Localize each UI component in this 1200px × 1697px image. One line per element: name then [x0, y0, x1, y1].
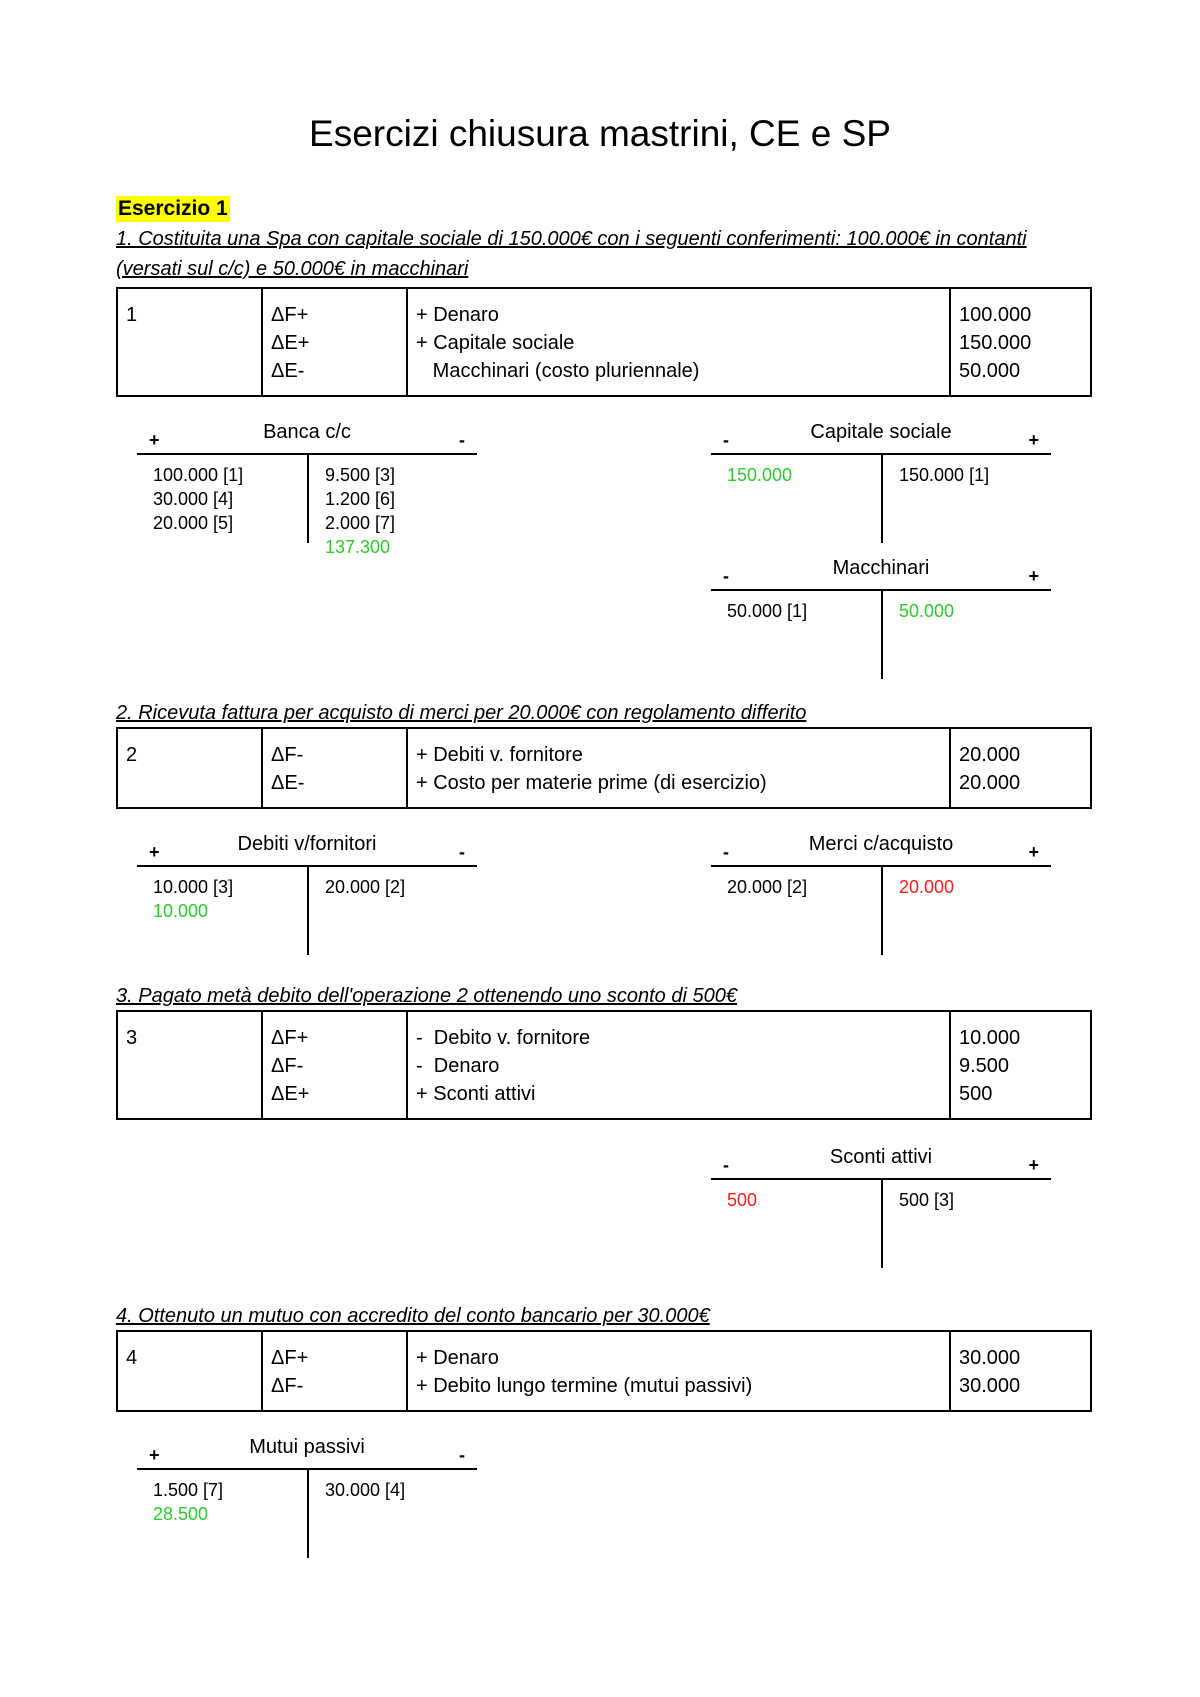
entry-amount: 100.000 — [959, 304, 1032, 326]
page-title: Esercizi chiusura mastrini, CE e SP — [309, 113, 891, 154]
t-account-name: Capitale sociale — [810, 421, 952, 443]
t-account-merci-acquisto — [711, 831, 1051, 1001]
entry-amount: 500 — [959, 1083, 993, 1105]
t-account-rule — [881, 865, 883, 955]
t-account-rule — [881, 589, 883, 679]
t-account-sign: + — [1028, 842, 1039, 862]
entry-delta: ΔF+ — [271, 304, 309, 326]
t-account-item: 10.000 [3] — [153, 877, 234, 897]
t-account-debiti-fornitori — [137, 831, 477, 1001]
entry-delta: ΔF- — [271, 1375, 304, 1397]
entry-account: + Denaro — [416, 304, 499, 326]
operation-text: 4. Ottenuto un mutuo con accredito del conto bancario per 30.000€ — [116, 1305, 710, 1327]
entry-number: 3 — [126, 1027, 138, 1049]
t-account-name: Macchinari — [832, 557, 930, 579]
t-account-item: 20.000 [5] — [153, 513, 234, 533]
t-account-balance: 50.000 — [899, 601, 955, 621]
t-account-sign: - — [723, 1155, 729, 1175]
t-account-item: 500 [3] — [899, 1190, 955, 1210]
t-account-item: 30.000 [4] — [153, 489, 234, 509]
t-account-balance: 150.000 — [727, 465, 793, 485]
t-account-balance: 10.000 — [153, 901, 209, 921]
t-account-item: 20.000 [2] — [727, 877, 808, 897]
journal-entry-table — [116, 287, 1092, 397]
entry-number: 2 — [126, 744, 138, 766]
t-account-sign: + — [1028, 430, 1039, 450]
entry-delta: ΔF- — [271, 1055, 304, 1077]
t-account-item: 30.000 [4] — [325, 1480, 406, 1500]
t-account-sign: - — [723, 842, 729, 862]
t-account-item: 50.000 [1] — [727, 601, 808, 621]
t-account-rule — [307, 453, 309, 543]
t-account-banca — [137, 419, 477, 589]
t-account-item: 2.000 [7] — [325, 513, 396, 533]
entry-amount: 20.000 — [959, 772, 1021, 794]
t-account-rule — [881, 1178, 883, 1268]
t-account-balance: 137.300 — [325, 537, 391, 557]
t-account-item: 1.500 [7] — [153, 1480, 224, 1500]
t-account-rule — [307, 865, 309, 955]
journal-entry-table — [116, 1330, 1092, 1412]
entry-account: - Denaro — [416, 1055, 500, 1077]
t-account-sign: - — [723, 430, 729, 450]
t-account-sconti-attivi — [711, 1144, 1051, 1314]
entry-amount: 9.500 — [959, 1055, 1010, 1077]
t-account-item: 20.000 [2] — [325, 877, 406, 897]
entry-account: + Capitale sociale — [416, 332, 575, 354]
t-account-sign: - — [723, 566, 729, 586]
t-account-sign: - — [459, 842, 465, 862]
entry-amount: 50.000 — [959, 360, 1021, 382]
t-account-sign: + — [1028, 1155, 1039, 1175]
journal-entry-table — [116, 727, 1092, 809]
entry-account: + Debito lungo termine (mutui passivi) — [416, 1375, 753, 1397]
entry-delta: ΔF- — [271, 744, 304, 766]
t-account-balance: 28.500 — [153, 1504, 209, 1524]
t-account-item: 1.200 [6] — [325, 489, 396, 509]
t-account-item: 150.000 [1] — [899, 465, 990, 485]
journal-entry-table — [116, 1010, 1092, 1120]
entry-amount: 30.000 — [959, 1375, 1021, 1397]
entry-number: 1 — [126, 304, 138, 326]
entry-delta: ΔF+ — [271, 1027, 309, 1049]
exercise-label: Esercizio 1 — [118, 197, 228, 220]
t-account-item: 9.500 [3] — [325, 465, 396, 485]
entry-delta: ΔE+ — [271, 1083, 310, 1105]
entry-amount: 150.000 — [959, 332, 1032, 354]
t-account-sign: - — [459, 430, 465, 450]
t-account-balance: 500 — [727, 1190, 758, 1210]
t-account-sign: - — [459, 1445, 465, 1465]
operation-text: 3. Pagato metà debito dell'operazione 2 ottenendo uno sconto di 500€ — [116, 985, 737, 1007]
t-account-name: Sconti attivi — [829, 1146, 933, 1168]
entry-amount: 20.000 — [959, 744, 1021, 766]
t-account-mutui-passivi — [137, 1434, 477, 1604]
entry-number: 4 — [126, 1347, 138, 1369]
t-account-sign: + — [149, 842, 160, 862]
operation-text: 2. Ricevuta fattura per acquisto di merci per 20.000€ con regolamento differito — [116, 702, 807, 724]
t-account-sign: + — [149, 1445, 160, 1465]
entry-account: + Debiti v. fornitore — [416, 744, 583, 766]
t-account-name: Debiti v/fornitori — [237, 833, 377, 855]
t-account-sign: + — [1028, 566, 1039, 586]
operation-text: 1. Costituita una Spa con capitale sociale di 150.000€ con i seguenti conferimenti: 100.000€ in contanti (versati sul c/c) e 50.000€ in macchinari — [116, 228, 1027, 280]
entry-delta: ΔE+ — [271, 332, 310, 354]
entry-account: + Costo per materie prime (di esercizio) — [416, 772, 767, 794]
entry-account: Macchinari (costo pluriennale) — [416, 360, 700, 382]
entry-account: - Debito v. fornitore — [416, 1027, 591, 1049]
entry-amount: 30.000 — [959, 1347, 1021, 1369]
t-account-rule — [307, 1468, 309, 1558]
t-account-name: Banca c/c — [263, 421, 351, 443]
t-account-name: Mutui passivi — [249, 1436, 365, 1458]
entry-delta: ΔE- — [271, 772, 305, 794]
t-account-item: 100.000 [1] — [153, 465, 244, 485]
t-account-sign: + — [149, 430, 160, 450]
entry-delta: ΔF+ — [271, 1347, 309, 1369]
entry-account: + Sconti attivi — [416, 1083, 536, 1105]
t-account-balance: 20.000 — [899, 877, 955, 897]
t-account-rule — [881, 453, 883, 543]
entry-account: + Denaro — [416, 1347, 499, 1369]
entry-amount: 10.000 — [959, 1027, 1021, 1049]
t-account-name: Merci c/acquisto — [808, 833, 954, 855]
entry-delta: ΔE- — [271, 360, 305, 382]
